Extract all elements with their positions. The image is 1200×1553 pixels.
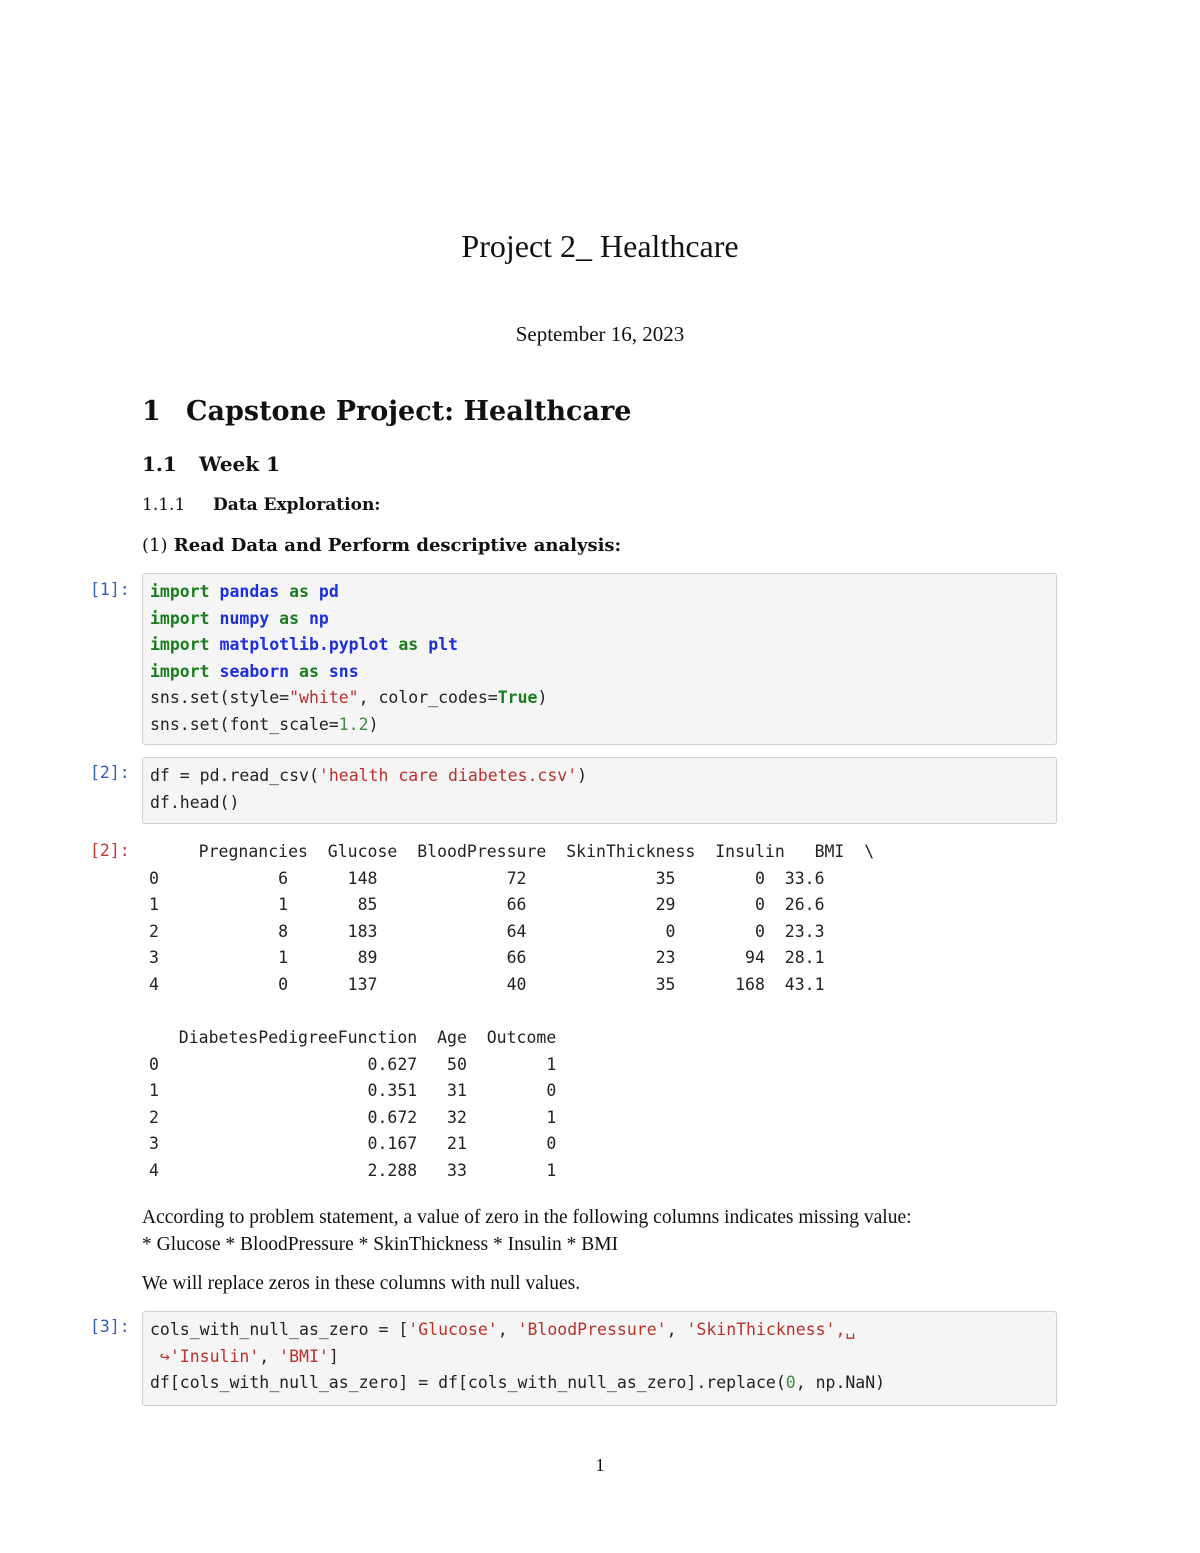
document-title: Project 2_ Healthcare [461, 228, 739, 264]
subsubsection-number: 1.1.1 [142, 495, 186, 515]
page-number: 1 [595, 1455, 605, 1475]
table-row: 3 0.167 21 0 [149, 1134, 557, 1153]
code-block-2 [143, 758, 1056, 816]
code-line: df.head() [150, 792, 240, 812]
code-line: import matplotlib.pyplot as plt [150, 635, 458, 654]
subsection-title: Week 1 [199, 452, 281, 476]
output-table-2 [149, 1025, 556, 1184]
input-prompt-3: [3]: [90, 1317, 130, 1336]
section-heading [142, 396, 631, 427]
table-row: 4 0 137 40 35 168 43.1 [149, 974, 825, 994]
table-header: DiabetesPedigreeFunction Age Outcome [149, 1028, 557, 1047]
code-block-3 [143, 1312, 1056, 1397]
subsubsection-heading [142, 495, 381, 515]
table-row: 0 6 148 72 35 0 33.6 [149, 868, 825, 888]
code-line: ↪'Insulin', 'BMI'] [150, 1346, 339, 1366]
code-cell-1[interactable] [142, 573, 1057, 745]
code-line: import numpy as np [150, 608, 329, 628]
subsubsection-title: Data Exploration: [213, 495, 381, 515]
paragraph-line: * Glucose * BloodPressure * SkinThickness * Insulin * BMI [142, 1234, 619, 1255]
code-line: df = pd.read_csv('health care diabetes.csv') [150, 766, 588, 785]
code-cell-2[interactable] [142, 757, 1057, 824]
code-line: df[cols_with_null_as_zero] = df[cols_with_null_as_zero].replace(0, np.NaN) [150, 1373, 886, 1392]
markdown-paragraph-2: We will replace zeros in these columns with null values. [142, 1273, 581, 1294]
table-row: 4 2.288 33 1 [149, 1160, 557, 1180]
table-header: Pregnancies Glucose BloodPressure SkinThickness Insulin BMI \ [149, 842, 875, 861]
paragraph-heading-prefix: (1) [142, 535, 168, 556]
table-row: 0 0.627 50 1 [149, 1054, 557, 1074]
table-row: 3 1 89 66 23 94 28.1 [149, 948, 825, 967]
paragraph-heading [142, 535, 621, 556]
code-line: sns.set(font_scale=1.2) [150, 714, 379, 734]
code-line: sns.set(style="white", color_codes=True) [150, 688, 548, 707]
code-cell-3[interactable] [142, 1311, 1057, 1406]
section-number: 1 [142, 396, 161, 427]
markdown-paragraph-1 [142, 1204, 1072, 1258]
code-block-1 [143, 574, 1056, 738]
paragraph-heading-text: Read Data and Perform descriptive analysis: [173, 535, 622, 556]
subsection-heading [142, 452, 280, 476]
paragraph-line: According to problem statement, a value of zero in the following columns indicates missing value: [142, 1207, 912, 1228]
input-prompt-2: [2]: [90, 763, 130, 782]
table-row: 2 8 183 64 0 0 23.3 [149, 921, 825, 941]
code-line: import pandas as pd [150, 582, 339, 601]
output-prompt-2: [2]: [90, 841, 130, 860]
document-date: September 16, 2023 [515, 322, 685, 346]
input-prompt-1: [1]: [90, 580, 130, 599]
section-title: Capstone Project: Healthcare [186, 396, 632, 427]
code-line: cols_with_null_as_zero = ['Glucose', 'BloodPressure', 'SkinThickness',␣ [150, 1320, 856, 1339]
table-row: 2 0.672 32 1 [149, 1107, 557, 1127]
output-table-1 [149, 839, 874, 998]
code-line: import seaborn as sns [150, 661, 359, 681]
table-row: 1 0.351 31 0 [149, 1081, 557, 1100]
subsection-number: 1.1 [142, 452, 177, 476]
table-row: 1 1 85 66 29 0 26.6 [149, 895, 825, 914]
